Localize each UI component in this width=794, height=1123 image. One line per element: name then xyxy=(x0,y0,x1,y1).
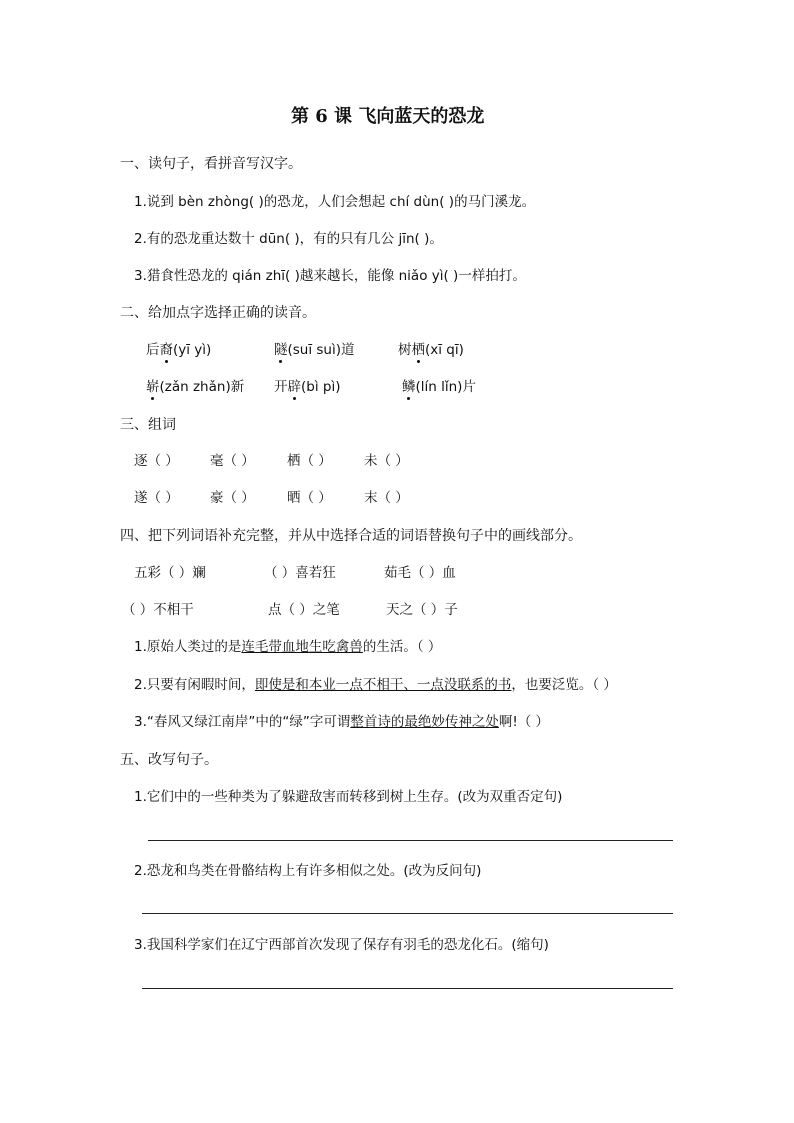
answer-line-2 xyxy=(142,913,673,914)
section-3-heading: 三、组词 xyxy=(120,417,176,433)
s3-word-4: 未（ ） xyxy=(364,453,409,469)
s3-word-6: 豪（ ） xyxy=(210,490,255,506)
underlined-phrase: 连毛带血地生吃禽兽 xyxy=(241,639,363,655)
s4-idiom-5: 点（ ）之笔 xyxy=(268,602,340,618)
section-2-heading: 二、给加点字选择正确的读音。 xyxy=(120,305,316,321)
s3-word-1: 逐（ ） xyxy=(134,453,179,469)
underlined-phrase: 整首诗的最绝妙传神之处 xyxy=(350,714,499,730)
s3-word-5: 遂（ ） xyxy=(134,490,179,506)
s5-item-2: 2.恐龙和鸟类在骨骼结构上有许多相似之处。(改为反问句) xyxy=(134,863,482,879)
page-title: 第 6 课 飞向蓝天的恐龙 xyxy=(291,106,485,127)
s2-option-5: 开辟(bì pì) xyxy=(274,379,341,395)
s3-word-8: 末（ ） xyxy=(364,490,409,506)
underlined-phrase: 即使是和本业一点不相干、一点没联系的书 xyxy=(254,677,512,693)
s3-word-7: 晒（ ） xyxy=(287,490,332,506)
section-5-heading: 五、改写句子。 xyxy=(120,752,218,768)
s4-idiom-2: （ ）喜若狂 xyxy=(264,565,336,581)
s3-word-2: 毫（ ） xyxy=(210,453,255,469)
s2-option-4: 崭(zǎn zhǎn)新 xyxy=(146,379,245,395)
s4-idiom-3: 茹毛（ ）血 xyxy=(384,565,456,581)
answer-line-3 xyxy=(142,988,673,989)
s4-question-2: 2.只要有闲暇时间，即使是和本业一点不相干、一点没联系的书，也要泛览。（ ） xyxy=(134,677,617,693)
s2-option-1: 后裔(yī yì) xyxy=(146,342,212,358)
s3-word-3: 栖（ ） xyxy=(287,453,332,469)
s1-item-1: 1.说到 bèn zhòng( )的恐龙，人们会想起 chí dùn( )的马门溪龙。 xyxy=(134,194,536,210)
s4-question-1: 1.原始人类过的是连毛带血地生吃禽兽的生活。（ ） xyxy=(134,639,442,655)
s2-option-6: 鳞(lín lǐn)片 xyxy=(402,379,476,395)
s4-idiom-1: 五彩（ ）斓 xyxy=(134,565,206,581)
s4-idiom-6: 天之（ ）子 xyxy=(386,602,458,618)
answer-line-1 xyxy=(148,840,673,841)
s4-idiom-4: （ ）不相干 xyxy=(122,602,194,618)
s5-item-3: 3.我国科学家们在辽宁西部首次发现了保存有羽毛的恐龙化石。(缩句) xyxy=(134,937,549,953)
s2-option-2: 隧(suī suì)道 xyxy=(274,342,355,358)
s5-item-1: 1.它们中的一些种类为了躲避敌害而转移到树上生存。(改为双重否定句) xyxy=(134,789,563,805)
section-4-heading: 四、把下列词语补充完整，并从中选择合适的词语替换句子中的画线部分。 xyxy=(120,528,582,544)
s1-item-3: 3.猎食性恐龙的 qián zhī( )越来越长，能像 niǎo yì( )一样拍打。 xyxy=(134,268,526,284)
s2-option-3: 树栖(xī qī) xyxy=(398,342,464,358)
s1-item-2: 2.有的恐龙重达数十 dūn( )，有的只有几公 jīn( )。 xyxy=(134,231,443,247)
s4-question-3: 3.“春风又绿江南岸”中的“绿”字可谓整首诗的最绝妙传神之处啊!（ ） xyxy=(134,714,550,730)
section-1-heading: 一、读句子，看拼音写汉字。 xyxy=(120,156,302,172)
